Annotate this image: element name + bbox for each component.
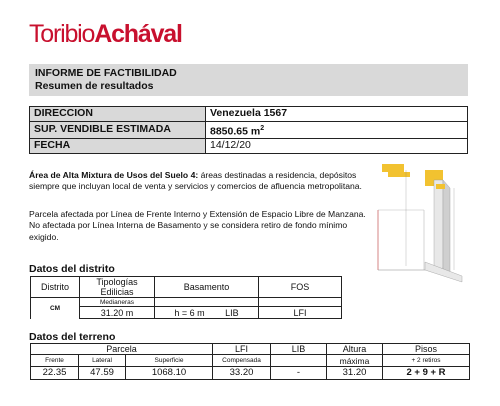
altura-header: Altura	[327, 344, 383, 355]
company-logo	[29, 22, 182, 47]
fos-value: LFI	[259, 307, 342, 319]
pisos-subheader: + 2 retiros	[383, 355, 470, 367]
pisos-value: 2 + 9 + R	[383, 367, 470, 380]
superficie-label: SUP. VENDIBLE ESTIMADA	[30, 121, 206, 139]
table-row	[31, 367, 470, 380]
distrito-header: Distrito	[31, 277, 80, 298]
table-row	[31, 355, 470, 367]
pisos-header: Pisos	[383, 344, 470, 355]
frente-subheader: Frente	[31, 355, 79, 367]
zoning-description	[29, 170, 374, 193]
table-row	[31, 298, 342, 307]
property-info-table	[29, 106, 468, 154]
medianeras-value: 31.20 m	[80, 307, 155, 319]
superficie-value: 1068.10	[126, 367, 213, 380]
direccion-label: DIRECCION	[30, 107, 206, 122]
lib-value: -	[271, 367, 327, 380]
table-row	[30, 107, 468, 122]
altura-subheader: máxima	[327, 355, 383, 367]
altura-value: 31.20	[327, 367, 383, 380]
terreno-table	[30, 343, 470, 380]
zoning-lead: Área de Alta Mixtura de Usos del Suelo 4:	[29, 170, 199, 180]
basamento-header: Basamento	[155, 277, 259, 298]
superficie-value: 8850.65 m	[210, 125, 261, 137]
logo-part-2: Achával	[94, 20, 182, 48]
building-section-diagram	[376, 158, 471, 290]
parcela-header: Parcela	[31, 344, 213, 355]
plot-affectation-text: Parcela afectada por Línea de Frente Interno y Extensión de Espacio Libre de Manzana. No afectada por Línea Interna de Basamento y se considera retiro de fondo mínimo exigido.	[29, 209, 366, 242]
lib-sub-empty	[271, 355, 327, 367]
table-row	[30, 121, 468, 139]
zoning-body: áreas destinadas a residencia, depósitos siempre que incluyan local de venta y servicios y comercios de afluencia metropolitana.	[29, 170, 362, 192]
fecha-value: 14/12/20	[206, 139, 468, 154]
tipologias-header: Tipologías Edilicias	[80, 277, 155, 298]
lfi-header: LFI	[213, 344, 271, 355]
report-header	[29, 64, 468, 96]
medianeras-subheader: Medianeras	[80, 298, 155, 307]
table-row	[31, 277, 342, 298]
superficie-unit-exponent: 2	[260, 124, 265, 132]
superficie-subheader: Superficie	[126, 355, 213, 367]
fecha-label: FECHA	[30, 139, 206, 154]
distrito-section-title: Datos del distrito	[29, 263, 115, 275]
direccion-value: Venezuela 1567	[206, 107, 468, 122]
distrito-value: CM	[31, 298, 80, 319]
basamento-sub-empty	[155, 298, 259, 307]
lfi-subheader: Compensada	[213, 355, 271, 367]
fos-header: FOS	[259, 277, 342, 298]
lateral-subheader: Lateral	[79, 355, 126, 367]
basamento-height: h = 6 m	[174, 307, 205, 318]
fos-sub-empty	[259, 298, 342, 307]
table-row	[30, 139, 468, 154]
basamento-value-cell	[155, 307, 259, 319]
lib-header: LIB	[271, 344, 327, 355]
report-title: INFORME DE FACTIBILIDAD	[35, 67, 177, 79]
distrito-table	[30, 276, 342, 319]
terreno-section-title: Datos del terreno	[29, 331, 116, 343]
logo-part-1: Toribio	[29, 20, 95, 48]
report-subtitle: Resumen de resultados	[35, 80, 154, 92]
lfi-value: 33.20	[213, 367, 271, 380]
superficie-value-cell	[206, 121, 468, 139]
basamento-lib: LIB	[225, 307, 239, 318]
frente-value: 22.35	[31, 367, 79, 380]
lateral-value: 47.59	[79, 367, 126, 380]
table-row	[31, 344, 470, 355]
